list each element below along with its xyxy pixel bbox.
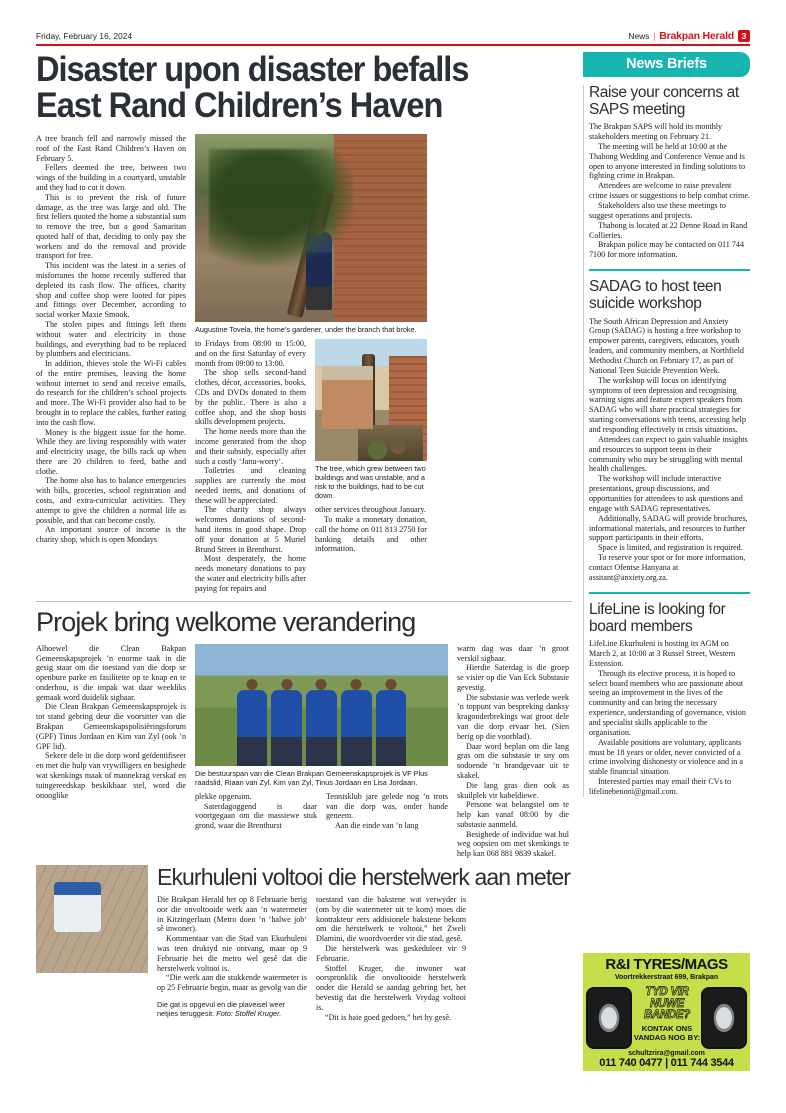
paragraph: warm dag was daar ’n groot verskil sigbaar. — [457, 643, 569, 663]
brief-divider — [589, 269, 750, 271]
paragraph: Stoffel Kruger, die inwoner wat oorspronklik die onvoltooide herstelwerk onder die Herald se aandag gebring het, het bevestig dat die herstelwerk Vrydag voltooi is. — [316, 963, 466, 1012]
paragraph: Persone wat belangstel om te help kan vanaf 08:00 by die substasie aanmeld. — [457, 800, 569, 829]
article-projek-column-2 — [195, 792, 317, 831]
ad-title: R&I TYRES/MAGS — [605, 956, 728, 973]
gardener-under-branch-photo — [195, 134, 427, 322]
masthead-date: Friday, February 16, 2024 — [36, 31, 133, 41]
paragraph: Besighede of individue wat hul weg oopsien om met skenkings te help kan 068 881 9839 skakel. — [457, 829, 569, 859]
team-member-figure — [376, 690, 407, 766]
article-ekurhuleni — [36, 865, 572, 1023]
paragraph: Attendees are welcome to raise prevalent crime issues or suggestions to help combat crime. — [589, 181, 750, 201]
paragraph: toestand van die bakstene wat verwyder is (om by die watermeter uit te kom) moes die kontrakteur eers addisionele bakstene bekom om die herstelwerk te voltooi,” het Zweli Dlamini, die woordvoerder vir die stad, gesê. — [316, 895, 466, 944]
paragraph: other services throughout January. — [315, 505, 426, 515]
brief-title: LifeLine is looking for board members — [589, 600, 726, 635]
paragraph: LifeLine Ekurhuleni is hosting its AGM on March 2, at 10:00 at 3 Russel Street, Western Extension. — [589, 639, 736, 668]
caption-credit: Foto: Stoffel Kruger. — [216, 1008, 282, 1018]
article-projek-column-3 — [326, 792, 448, 831]
paragraph: An important source of income is the charity shop, which is open Mondays — [36, 525, 186, 545]
ad-phone-numbers[interactable]: 011 740 0477 | 011 744 3544 — [599, 1057, 734, 1069]
article-main-column-1 — [36, 134, 186, 593]
tyre-icon — [701, 987, 747, 1049]
paragraph: To make a monetary donation, call the home on 011 813 2750 for banking details and other information. — [315, 515, 427, 554]
team-member-figure — [271, 690, 302, 766]
gardener-figure — [306, 232, 332, 310]
paragraph: Die Brakpan Herald het op 8 Februarie berig oor die onvoltooide werk aan ’n watermeter in Kitzingerlaan (Metro doen ’n ‘halwe job’ sê inwoner). — [157, 895, 307, 934]
paragraph: Die Clean Brakpan Gemeenskapsprojek is tot stand gebring deur die voorsitter van die Brakpan Gemeenskapspolisiëringsforum (GPF) Tinus Jordaan en Kim van Zyl (ook ’n GPF lid). — [36, 702, 186, 751]
article-ekurhuleni-text-column — [157, 865, 572, 1023]
paragraph: Saterdagoggend is daar voortgegaan om die massiewe stuk grond, waar die Brenthurst — [195, 801, 317, 831]
photo-caption: Die bestuurspan van die Clean Brakpan Gemeenskapsprojek is VF Plus raadslid, Riaan van Zyl, Kim van Zyl, Tinus Jordaan en Lisa Jordaan. — [195, 768, 428, 787]
paragraph: Hierdie Saterdag is die groep se visier op die Van Eck Substasie gevestig. — [457, 663, 569, 692]
article-ekurhuleni-column-1 — [157, 895, 307, 1023]
paragraph: The charity shop always welcomes donations of second-hand items in good shape. Drop off your donation at 5 Muriel Brund Street in Brenthurst. — [195, 505, 306, 554]
paragraph: Brakpan police may be contacted on 011 744 7100 for more information. — [589, 240, 745, 260]
photo-caption — [157, 1000, 307, 1018]
paragraph: to Fridays from 08:00 to 15:00, and on the first Saturday of every month from 09:00 to 13:00. — [195, 339, 306, 368]
masthead — [36, 26, 750, 46]
paragraph: The workshop will focus on identifying symptoms of teen depression and recognising warning signs and feature expert speakers from SADAG who will share practical strategies for starting conversations with teens, accessing help and responding effectively in crisis situations. — [589, 375, 746, 434]
paragraph: The meeting will be held at 10:00 at the Thabong Wedding and Conference Venue and is open to anyone interested in finding solutions to fighting crime in Brakpan. — [589, 141, 746, 181]
paragraph: Stakeholders also use these meetings to suggest operations and projects. — [589, 201, 726, 220]
masthead-rule — [36, 44, 750, 46]
tree-between-buildings-photo — [315, 339, 427, 461]
paragraph: “Die werk aan die stukkende watermeter is op 25 Februarie begin, maar as gevolg van die — [157, 973, 307, 993]
team-member-figure — [306, 690, 337, 766]
paragraph: The home also has to balance emergencies with bills, groceries, school registration and costs, and extra-curricular activities. They attempt to give the children a normal life as possible, and that can become costly. — [36, 476, 186, 525]
ad-email[interactable]: schultzrira@gmail.com — [628, 1050, 705, 1057]
blue-container-shape — [54, 882, 101, 932]
paragraph: This incident was the latest in a series of misfortunes the home recently suffered that depleted its cash flow. The offices, charity shop and coffee shop were looted for pipes and fittings over December, according to social worker Maxie Smook. — [36, 261, 186, 320]
main-editorial-column — [36, 52, 572, 1023]
article-main-column-3 — [315, 339, 427, 593]
paragraph: plekke opgeruim. — [195, 791, 252, 801]
paragraph: “Dit is baie goed gedoen,” het hy gesê. — [325, 1012, 452, 1022]
paragraph: Toiletries and cleaning supplies are currently the most needed items, and donations of these will be appreciated. — [195, 466, 306, 505]
paragraph: This is to prevent the risk of future damage, as the tree was large and old. The first fellers quoted the home a substantial sum to remove the tree, but a good Samaritan quoted half of that, deciding to only pay the workers and do the removal and provide transport for free. — [36, 192, 186, 261]
brief-title: SADAG to host teen suicide workshop — [589, 278, 722, 312]
paragraph: In addition, thieves stole the Wi-Fi cables of the entire premises, leaving the home without internet to send and receive emails, do research for the children’s school projects and more. The Wi-Fi provider also had to be brought in to replace the cables, further eating into the cash flow. — [36, 359, 186, 427]
paragraph: Alhoewel die Clean Bakpan Gemeenskapsprojek ’n enorme taak in die gesig staar om die toestand van die dorp se openbure parke en fasiliteite op te knap en te onderhou, is die impak wat daar weekliks gemaak word duidelik sigbaar. — [36, 643, 186, 702]
caption-text: Die gat is opgevul en die plaveisel weer netjies teruggesit. — [157, 999, 286, 1018]
paragraph: The Brakpan SAPS will hold its monthly stakeholders meeting on February 21. — [589, 122, 723, 142]
photo-caption: Augustine Tovela, the home’s gardener, under the branch that broke. — [195, 325, 417, 335]
team-member-figure — [341, 690, 372, 766]
article-projek-column-4 — [457, 644, 569, 859]
masthead-separator: | — [653, 31, 656, 41]
paragraph: A tree branch fell and narrowly missed the roof of the East Rand Children’s Haven on February 5. — [36, 134, 186, 163]
brief-item-saps — [583, 85, 750, 797]
article-ekurhuleni-title: Ekurhuleni voltooi die herstelwerk aan meter — [157, 863, 570, 890]
paragraph: Available positions are voluntary, applicants must be 18 years or older, never convicted of a crime involving dishonesty or violence and in a stable financial situation. — [589, 737, 743, 777]
advertisement-ri-tyres[interactable] — [583, 953, 750, 1071]
rubble-shape — [358, 425, 423, 462]
article-main-column-2 — [195, 339, 306, 593]
paragraph: Tennisklub jare gelede nog ’n trots van die dorp was, onder hande geneem. — [326, 791, 448, 821]
article-main — [36, 134, 572, 593]
paragraph: Most desperately, the home needs monetary donations to pay the water and electricity bills after paying for repairs and — [195, 554, 306, 593]
paragraph: The South African Depression and Anxiety Group (SADAG) is hosting a free workshop to empower parents, caregivers, educators, youth leaders, and community members, at Northfield Methodist Church on February 17, as part of National Teen Suicide Prevention Week. — [589, 316, 744, 375]
paragraph: Die substasie was verlede week ’n toppunt van bespreking danksy kragonderbrekings wat groot dele van die dorp ervaar het. (Sien berig op die voorblad). — [457, 692, 569, 741]
page-number-badge: 3 — [738, 30, 750, 42]
article-projek-column-1 — [36, 644, 186, 859]
paragraph: Aan die einde van ’n lang — [335, 821, 419, 831]
clean-brakpan-team-photo — [195, 644, 448, 766]
photo-caption: The tree, which grew between two buildings and was unstable, and a risk to the buildings, had to be cut down. — [315, 464, 426, 501]
paragraph: The home needs more than the income generated from the shop and their subsidy, especially after such a costly ‘Janu-worry’. — [195, 427, 306, 466]
masthead-brand-group — [628, 30, 750, 42]
article-main-photo-column — [195, 134, 427, 593]
tyre-icon — [586, 987, 632, 1049]
paragraph: Kommentaar van die Stad van Ekurhuleni was teen druktyd nie ontvang, maar op 9 Februarie het die metro wel gesê dat die herstelwerk voltooi is. — [157, 934, 307, 973]
team-member-figure — [237, 690, 268, 766]
paragraph: The workshop will include interactive presentations, group discussions, and opportunities for attendees to ask questions and engage with SADAG representatives. — [589, 474, 743, 513]
paragraph: Daar word beplan om die lang gras om die substasie te sny om sodoende ’n brandgevaar uit te skakel. — [457, 741, 569, 780]
ad-contact-prompt: KONTAK ONS VANDAG NOG BY: — [633, 1024, 701, 1042]
paragraph: Die lang gras dien ook as skuilplek vir kabeldiewe. — [457, 780, 569, 800]
article-ekurhuleni-photo-column — [36, 865, 148, 1023]
article-projek-title: Projek bring welkome verandering — [36, 607, 416, 638]
paragraph: Through its elective process, it is hoped to select board members who are passionate about seeing an improvement in the lives of the community and can bring the necessary experience, understanding of governance, vision and specialist skills applicable to the organisation. — [589, 668, 746, 737]
paragraph: Additionally, SADAG will provide brochures, informational materials, and resources to further support participants in their efforts. — [589, 513, 748, 543]
brief-divider — [589, 592, 750, 594]
paragraph: Thabong is located at 22 Denne Road in Rand Collieries. — [589, 220, 748, 240]
article-ekurhuleni-column-2 — [316, 895, 466, 1023]
ad-address: Voortrekkerstraat 699, Brakpan — [614, 974, 719, 981]
article-projek-photo-column — [195, 644, 448, 859]
paragraph: Attendees can expect to gain valuable insights and resources to support teens in their community who may be struggling with mental health challenges. — [589, 434, 748, 474]
news-briefs-tab: News Briefs — [583, 52, 750, 77]
paragraph: Space is limited, and registration is required. — [598, 543, 743, 553]
paragraph: The stolen pipes and fittings left them without water and electricity in those buildings, and everything had to be replaced by plumbers and electricians. — [36, 319, 186, 359]
article-projek — [36, 644, 572, 859]
paragraph: Interested parties may email their CVs to lifelinebenoni@gmail.com. — [589, 777, 732, 796]
page-title: Disaster upon disaster befalls East Rand Children’s Haven — [36, 50, 469, 126]
tree-trunk-shape — [362, 354, 375, 442]
repaired-paving-photo — [36, 865, 148, 973]
paragraph: Fellers deemed the tree, between two wings of the building in a courtyard, unstable and they had to cut it down. — [36, 163, 186, 192]
masthead-publication-title: Brakpan Herald — [659, 30, 734, 42]
paragraph: Money is the biggest issue for the home. While they are living responsibly with water and electricity usage, the bills rack up when there are 20 children to feed, bathe and clothe. — [36, 427, 186, 476]
news-briefs-rail — [583, 52, 750, 797]
brief-title: Raise your concerns at SAPS meeting — [589, 84, 739, 118]
masthead-section-label: News — [628, 31, 650, 41]
paragraph: The shop sells second-hand clothes, décor, accessories, books, CDs and DVDs donated to them by the public. There is also a coffee shop, and the shop hosts skills development projects. — [195, 368, 306, 427]
paragraph: To reserve your spot or for more information, contact Ofentse Hanyana at assitant@anxiety.org.za. — [589, 553, 746, 582]
paragraph: Die herstelwerk was geskeduleer vir 9 Februarie. — [316, 944, 466, 963]
section-divider — [36, 601, 572, 602]
paragraph: Sekere dele in die dorp word geïdentifiseer en met die hulp van vrywilligers en besighede wat skenkings maak of mannekrag verskaf en tuingereedskap beskikbaar stel, word die onooglike — [36, 751, 186, 800]
ad-slogan: TYD VIR NUWE BANDE? — [643, 986, 691, 1022]
